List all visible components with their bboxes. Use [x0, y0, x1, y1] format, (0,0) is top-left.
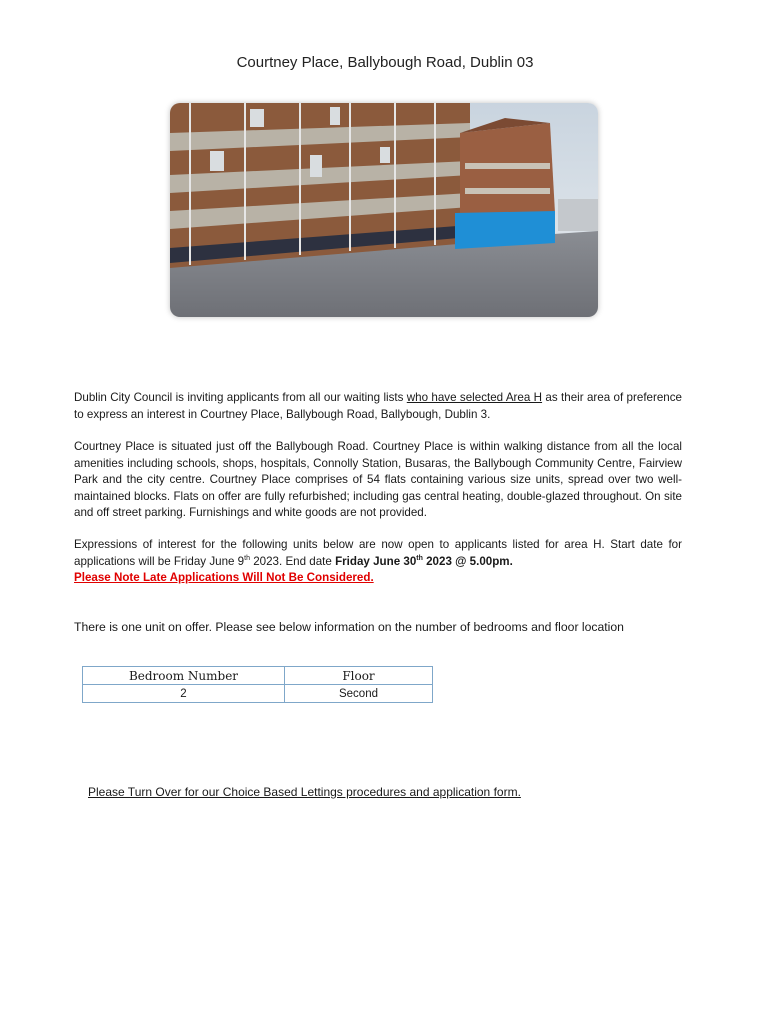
units-table [82, 666, 433, 703]
late-applications-notice: Please Note Late Applications Will Not Be Considered. [74, 571, 374, 584]
end-date-suffix: th [416, 554, 423, 562]
offer-text: There is one unit on offer. Please see below information on the number of bedrooms and floor location [74, 620, 624, 634]
table-header-row [83, 667, 433, 685]
cell-bedrooms: 2 [83, 685, 285, 703]
end-date: Friday June 30 [335, 554, 417, 568]
dates-paragraph [74, 537, 682, 587]
page-title: Courtney Place, Ballybough Road, Dublin 03 [236, 54, 534, 71]
header-floor: Floor [285, 667, 433, 685]
end-date-time: 2023 @ 5.00pm. [422, 554, 513, 568]
cell-floor: Second [285, 685, 433, 703]
building-photo [170, 103, 598, 317]
header-bedroom-number: Bedroom Number [83, 667, 285, 685]
description-paragraph: Courtney Place is situated just off the Ballybough Road. Courtney Place is within walking distance from all the local amenities including schools, shops, hospitals, Connolly Station, Busaras, the Ballybough Community Centre, Fairview Park and the city centre. Courtney Place comprises of 54 flats containing various size units, spread over two well-maintained blocks. Flats on offer are fully refurbished; including gas central heating, double-glazed throughout. On site and off street parking. Furnishings and white goods are not provided. [74, 440, 682, 519]
intro-paragraph [74, 390, 682, 423]
intro-prefix: Dublin City Council is inviting applicants from all our waiting lists [74, 391, 407, 404]
end-date-lead: 2023. End date [249, 554, 336, 568]
intro-suffix: as their area of preference to express an interest in Courtney Place, Ballybough Road, Ballybough, Dublin 3. [74, 391, 682, 421]
start-date-suffix: th [244, 554, 250, 562]
area-h-text: who have selected Area H [406, 391, 543, 404]
dates-text: Expressions of interest for the following units below are now open to applicants listed for area H. Start date for applications will be Friday June 9 [74, 538, 682, 568]
turn-over-note: Please Turn Over for our Choice Based Lettings procedures and application form. [88, 785, 521, 799]
table-row [83, 685, 433, 703]
